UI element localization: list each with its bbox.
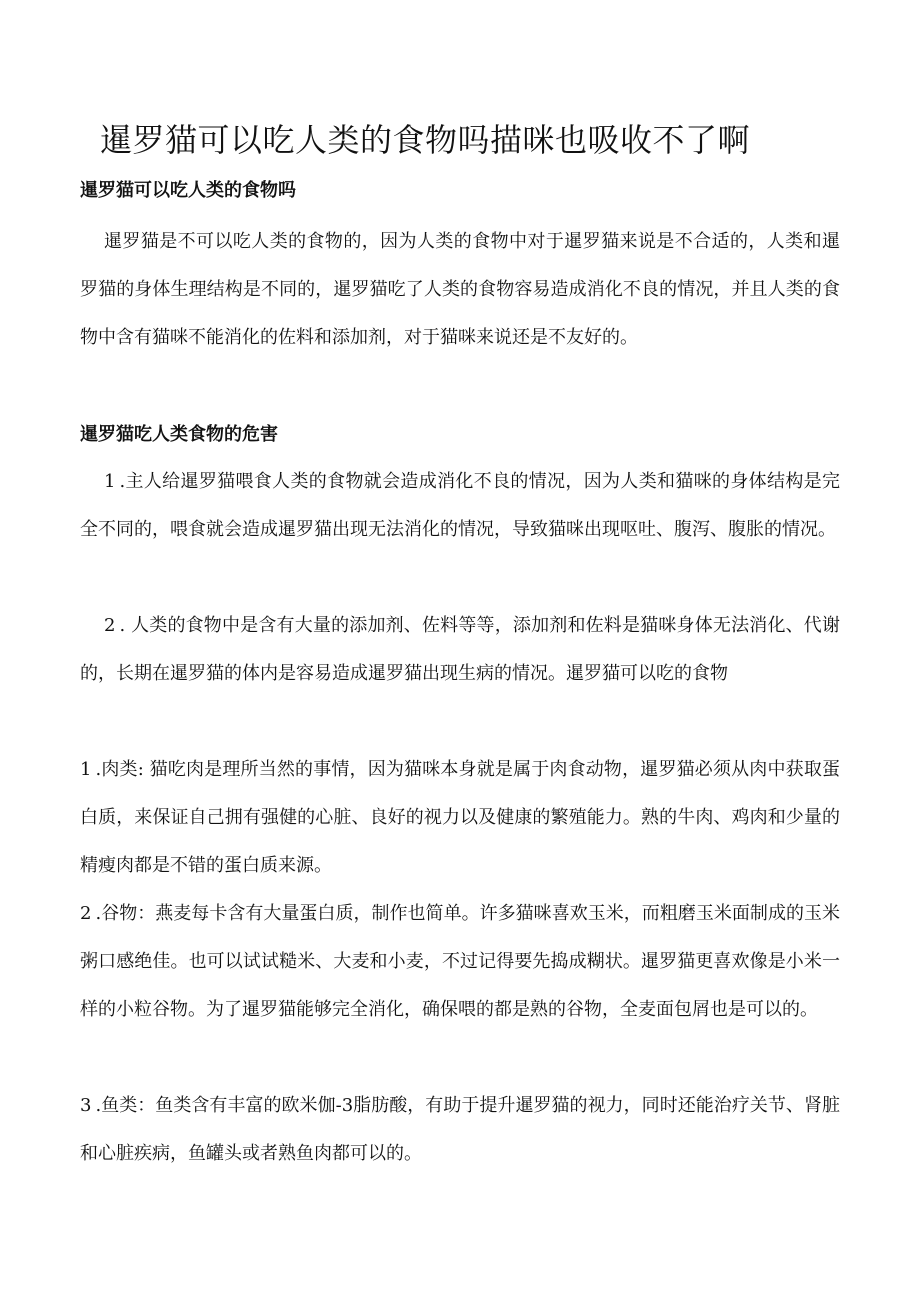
food-item-fish <box>80 1082 840 1178</box>
food-item-meat-text: .肉类: 猫吃肉是理所当然的事情，因为猫咪本身就是属于肉食动物，暹罗猫必须从肉中获取蛋白质，来保证自己拥有强健的心脏、良好的视力以及健康的繁殖能力。熟的牛肉、鸡肉和少量的精瘦肉都是不错的蛋白质来源。 <box>80 759 840 876</box>
food-item-meat-number: 1 <box>80 759 92 780</box>
food-item-grain <box>80 890 840 1034</box>
food-item-fish-text: .鱼类：鱼类含有丰富的欧米伽-3脂肪酸，有助于提升暹罗猫的视力，同时还能治疗关节、肾脏和心脏疾病，鱼罐头或者熟鱼肉都可以的。 <box>80 1095 840 1164</box>
food-item-grain-number: 2 <box>80 903 92 924</box>
section-heading-harms: 暹罗猫吃人类食物的危害 <box>80 424 278 445</box>
harm-item-1 <box>80 458 840 554</box>
harm-item-2-number: 2 <box>104 615 116 636</box>
section-heading-can-eat: 暹罗猫可以吃人类的食物吗 <box>80 180 296 201</box>
harm-item-1-text: .主人给暹罗猫喂食人类的食物就会造成消化不良的情况，因为人类和猫咪的身体结构是完全不同的，喂食就会造成暹罗猫出现无法消化的情况，导致猫咪出现呕吐、腹泻、腹胀的情况。 <box>80 471 840 540</box>
harm-item-2-text: . 人类的食物中是含有大量的添加剂、佐料等等，添加剂和佐料是猫咪身体无法消化、代谢的，长期在暹罗猫的体内是容易造成暹罗猫出现生病的情况。暹罗猫可以吃的食物 <box>80 615 840 684</box>
food-item-meat <box>80 746 840 890</box>
food-item-fish-number: 3 <box>80 1095 92 1116</box>
intro-paragraph: 暹罗猫是不可以吃人类的食物的，因为人类的食物中对于暹罗猫来说是不合适的，人类和暹罗猫的身体生理结构是不同的，暹罗猫吃了人类的食物容易造成消化不良的情况，并且人类的食物中含有猫咪不能消化的佐料和添加剂，对于猫咪来说还是不友好的。 <box>80 231 840 348</box>
document-title: 暹罗猫可以吃人类的食物吗描咪也吸收不了啊 <box>100 121 751 159</box>
harm-item-2 <box>80 602 840 698</box>
harm-item-1-number: 1 <box>104 471 116 492</box>
food-item-grain-text: .谷物：燕麦每卡含有大量蛋白质，制作也简单。许多猫咪喜欢玉米，而粗磨玉米面制成的玉米粥口感绝佳。也可以试试糙米、大麦和小麦，不过记得要先捣成糊状。暹罗猫更喜欢像是小米一样的小粒谷物。为了暹罗猫能够完全消化，确保喂的都是熟的谷物，全麦面包屑也是可以的。 <box>80 903 840 1020</box>
